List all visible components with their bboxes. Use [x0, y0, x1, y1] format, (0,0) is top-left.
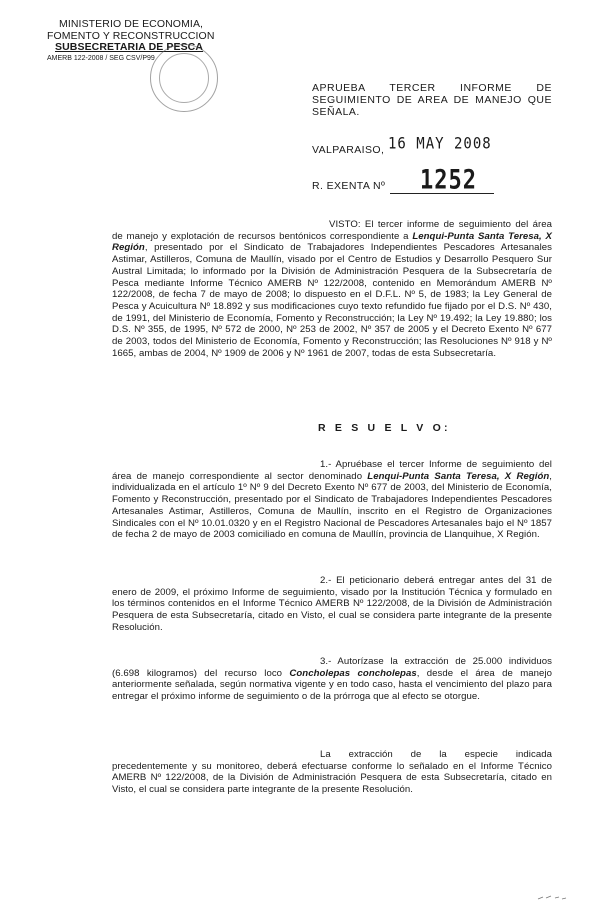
article-3-continuation: La extracción de la especie indicada precedentemente y su monitoreo, deberá efectuarse conforme lo señalado en el Informe Técnico AMERB Nº 122/2008, de la División de Administración Pesquera de esta Subsecretaría, citado en Visto, el cual se considera parte integrante de la presente Resolución. — [112, 749, 552, 796]
visto-text-start: VISTO: El tercer informe de seguimiento del área de manejo y explotación de recursos bentónicos correspondiente a — [112, 219, 552, 242]
resuelvo-heading: R E S U E L V O: — [318, 422, 451, 434]
ministry-name-line2: FOMENTO Y RECONSTRUCCION — [47, 29, 215, 42]
article-3 — [112, 656, 552, 703]
article-2: 2.- El peticionario deberá entregar antes del 31 de enero de 2009, el próximo Informe de seguimiento, visado por la Institución Técnica y formulado en los términos contenidos en el Informe Técnico AMERB Nº 122/2008, de la División de Administración Pesquera de esta Subsecretaría, citado en Visto, el cual se considera parte integrante de la presente Resolución. — [112, 575, 552, 633]
visto-text-rest: , presentado por el Sindicato de Trabajadores Independientes Pescadores Artesanales Astimar, Astilleros, Comuna de Maullín, visado por el Centro de Estudios y Desarrollo Pesquero Sur Austral Limitada; lo informado por la División de Administración Pesquera de la Subsecretaría de Pesca mediante Informe Técnico AMERB Nº 122/2008, contenido en Memorándum AMERB Nº 122/2008, de fecha 7 de mayo de 2008; lo dispuesto en el D.F.L. Nº 5, de 1983; la Ley General de Pesca y Acuicultura Nº 18.892 y sus modificaciones cuyo texto refundido fue fijado por el D.S. Nº 430, de 1991, del Ministerio de Economía, Fomento y Reconstrucción; la Ley Nº 19.492; la Ley 19.880; los D.S. Nº 355, de 1995, Nº 572 de 2000, Nº 253 de 2002, Nº 357 de 2005 y el Decreto Exento Nº 677 de 2003, todos del Ministerio de Economía, Fomento y Reconstrucción; las Resoluciones Nº 918 y Nº 1665, ambas de 2004, Nº 1909 de 2006 y Nº 1961 de 2007, todas de esta Subsecretaría. — [112, 242, 552, 359]
place-label: VALPARAISO, — [312, 144, 385, 156]
visto-paragraph — [112, 219, 552, 359]
exenta-number: 1252 — [420, 165, 477, 196]
stamped-date: 16 MAY 2008 — [388, 134, 492, 154]
article-1-text-rest: , individualizada en el artículo 1º Nº 9 del Decreto Exento Nº 677 de 2003, del Ministerio de Economía, Fomento y Reconstrucción, presentado por el Sindicato de Trabajadores Independientes Pescadores Artesanales Astimar, Astilleros, Comuna de Maullín, inscrito en el Registro de Organizaciones Sindicales con el Nº 10.01.0320 y en el Registro Nacional de Pescadores Artesanales bajo el Nº 1857 de fecha 2 de mayo de 2003 comiciliado en comuna de Maullín, provincia de Llanquihue, X Región. — [112, 470, 552, 541]
resolution-subject: APRUEBA TERCER INFORME DE SEGUIMIENTO DE AREA DE MANEJO QUE SEÑALA. — [312, 82, 552, 118]
visto-area-name: Lenqui-Punta Santa Teresa, X Región — [112, 230, 552, 254]
article-1 — [112, 459, 552, 541]
article-1-text-start: 1.- Apruébase el tercer Informe de seguimiento del área de manejo correspondiente al sector denominado — [112, 459, 552, 482]
pen-mark — [537, 893, 567, 901]
document-reference-code: AMERB 122-2008 / SEG CSV/P99 — [47, 54, 155, 62]
article-1-area-name: Lenqui-Punta Santa Teresa, X Región — [367, 470, 550, 482]
article-3-text-start: 3.- Autorízase la extracción de 25.000 individuos (6.698 kilogramos) del recurso loco — [112, 656, 552, 679]
article-3-species-name: Concholepas concholepas — [289, 667, 417, 679]
exenta-label: R. EXENTA Nº — [312, 180, 386, 192]
article-3-text-rest: , desde el área de manejo anteriormente señalada, según normativa vigente y en todo caso, hasta el vencimiento del plazo para entregar el próximo informe de seguimiento o de la prórroga que al efecto se otorgue. — [112, 667, 553, 703]
subsecretaria-name: SUBSECRETARIA DE PESCA — [55, 41, 204, 53]
official-seal-stamp — [150, 44, 218, 112]
ministry-name-line1: MINISTERIO DE ECONOMIA, — [59, 18, 204, 30]
letterhead — [47, 19, 247, 63]
